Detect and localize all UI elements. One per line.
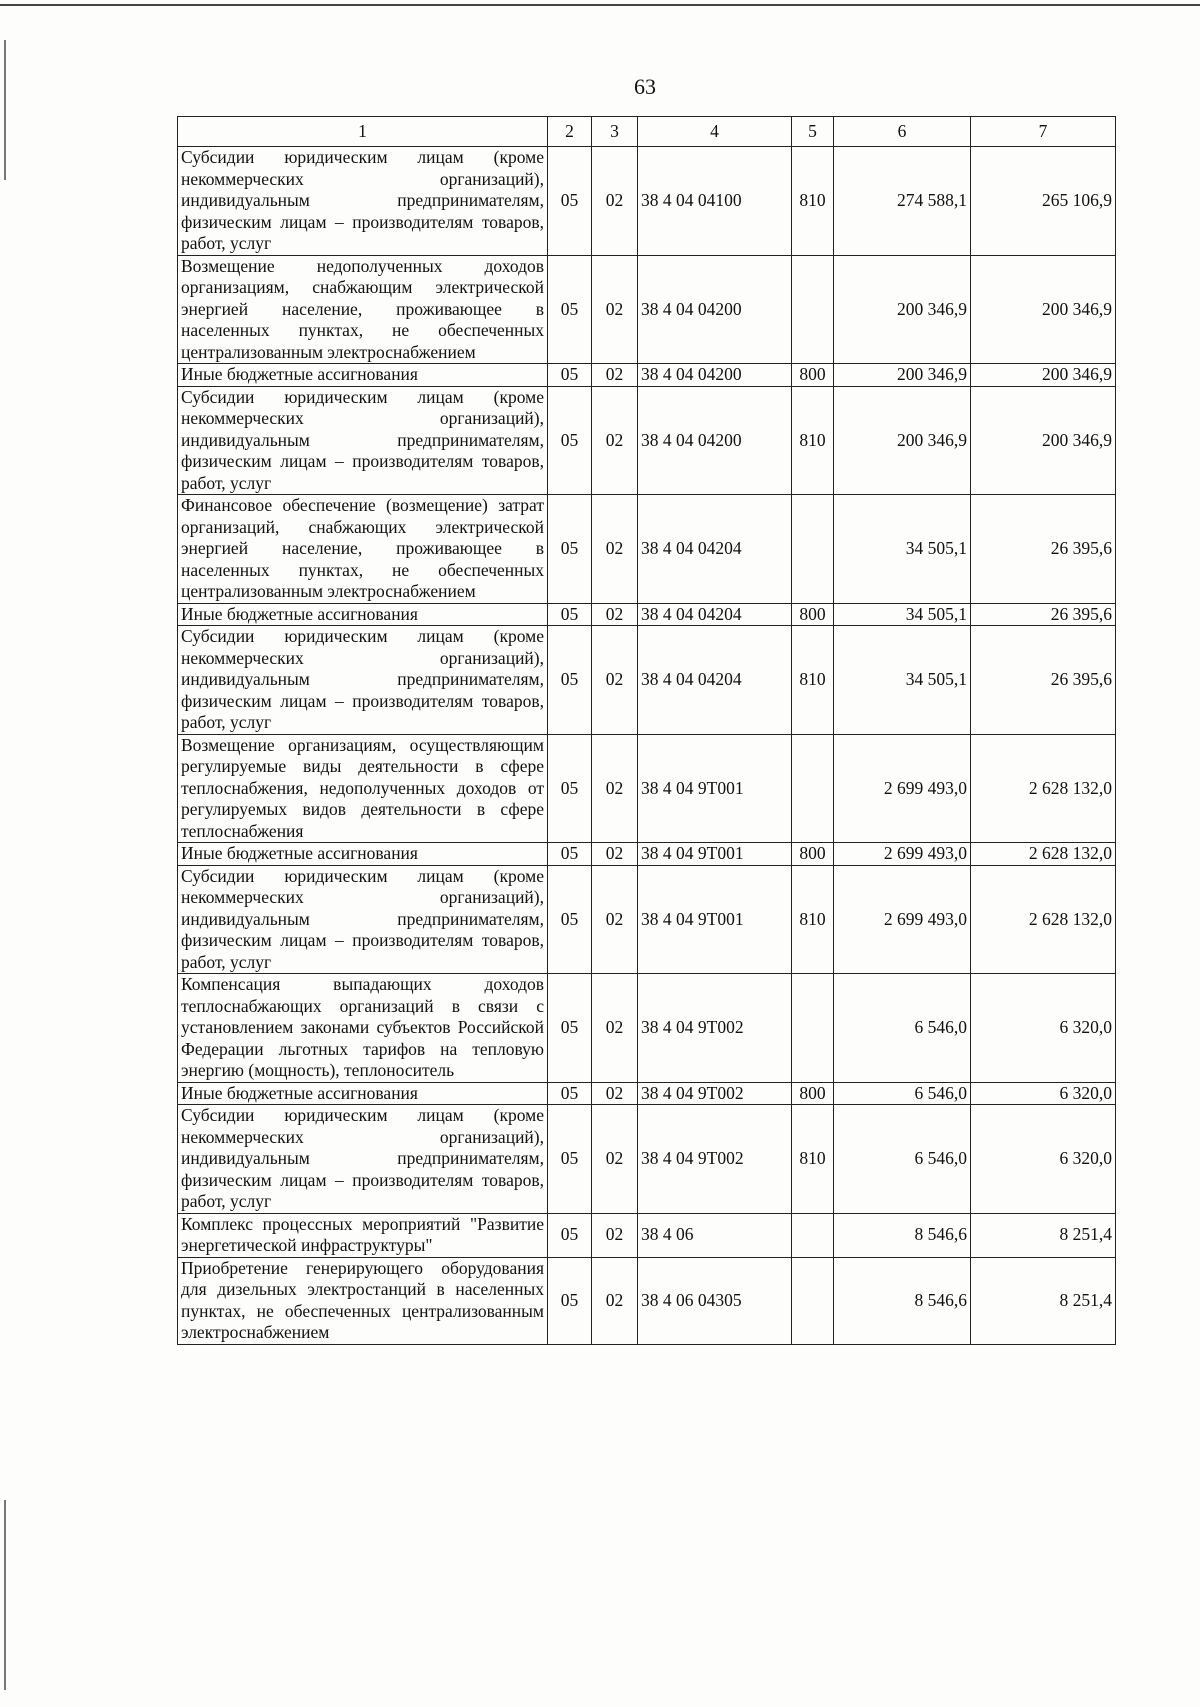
amount-col-7: 2 628 132,0 <box>971 734 1116 843</box>
left-scan-mark <box>4 40 6 180</box>
expense-name: Компенсация выпадающих доходов теплоснабжающих организаций в связи с установлением законами субъектов Российской Федерации льготных тарифов на тепловую энергию (мощность), теплоноситель <box>178 974 548 1083</box>
target-article-code: 38 4 04 04204 <box>638 603 792 626</box>
table-row <box>178 386 1116 495</box>
amount-col-7: 26 395,6 <box>971 495 1116 604</box>
subsection-code: 02 <box>592 495 638 604</box>
amount-col-6: 34 505,1 <box>834 495 971 604</box>
expense-type-code: 800 <box>792 843 834 866</box>
target-article-code: 38 4 04 9Т002 <box>638 1105 792 1214</box>
expense-type-code: 810 <box>792 147 834 256</box>
table-row <box>178 1213 1116 1257</box>
header-cell: 2 <box>548 117 592 147</box>
table-row <box>178 1082 1116 1105</box>
subsection-code: 02 <box>592 626 638 735</box>
section-code: 05 <box>548 255 592 364</box>
expense-type-code <box>792 495 834 604</box>
amount-col-6: 274 588,1 <box>834 147 971 256</box>
section-code: 05 <box>548 974 592 1083</box>
target-article-code: 38 4 04 9Т002 <box>638 974 792 1083</box>
amount-col-6: 34 505,1 <box>834 603 971 626</box>
expense-name: Приобретение генерирующего оборудования для дизельных электростанций в населенных пунктах, не обеспеченных централизованным электроснабжением <box>178 1257 548 1344</box>
expense-name: Иные бюджетные ассигнования <box>178 364 548 387</box>
left-scan-mark <box>4 1500 6 1690</box>
section-code: 05 <box>548 603 592 626</box>
target-article-code: 38 4 04 04200 <box>638 255 792 364</box>
target-article-code: 38 4 04 04100 <box>638 147 792 256</box>
target-article-code: 38 4 04 04200 <box>638 364 792 387</box>
table-row <box>178 865 1116 974</box>
subsection-code: 02 <box>592 386 638 495</box>
target-article-code: 38 4 04 04204 <box>638 495 792 604</box>
expense-name: Возмещение организациям, осуществляющим регулируемые виды деятельности в сфере теплоснабжения, недополученных доходов от регулируемых видов деятельности в сфере теплоснабжения <box>178 734 548 843</box>
amount-col-6: 34 505,1 <box>834 626 971 735</box>
subsection-code: 02 <box>592 364 638 387</box>
amount-col-7: 8 251,4 <box>971 1257 1116 1344</box>
page-number: 63 <box>634 74 656 99</box>
header-cell: 4 <box>638 117 792 147</box>
section-code: 05 <box>548 147 592 256</box>
table-row <box>178 255 1116 364</box>
amount-col-7: 6 320,0 <box>971 974 1116 1083</box>
section-code: 05 <box>548 1105 592 1214</box>
target-article-code: 38 4 04 04204 <box>638 626 792 735</box>
expense-type-code: 800 <box>792 603 834 626</box>
amount-col-7: 6 320,0 <box>971 1082 1116 1105</box>
target-article-code: 38 4 06 04305 <box>638 1257 792 1344</box>
subsection-code: 02 <box>592 974 638 1083</box>
subsection-code: 02 <box>592 1082 638 1105</box>
expense-name: Иные бюджетные ассигнования <box>178 843 548 866</box>
expense-type-code <box>792 1213 834 1257</box>
amount-col-7: 26 395,6 <box>971 626 1116 735</box>
subsection-code: 02 <box>592 147 638 256</box>
amount-col-6: 8 546,6 <box>834 1257 971 1344</box>
expense-name: Субсидии юридическим лицам (кроме некоммерческих организаций), индивидуальным предпринимателям, физическим лицам – производителям товаров, работ, услуг <box>178 626 548 735</box>
header-cell: 5 <box>792 117 834 147</box>
amount-col-6: 6 546,0 <box>834 1105 971 1214</box>
header-cell: 7 <box>971 117 1116 147</box>
section-code: 05 <box>548 865 592 974</box>
header-cell: 3 <box>592 117 638 147</box>
amount-col-6: 2 699 493,0 <box>834 734 971 843</box>
table-row <box>178 495 1116 604</box>
table-body <box>178 147 1116 1345</box>
section-code: 05 <box>548 1257 592 1344</box>
expense-name: Субсидии юридическим лицам (кроме некоммерческих организаций), индивидуальным предпринимателям, физическим лицам – производителям товаров, работ, услуг <box>178 1105 548 1214</box>
subsection-code: 02 <box>592 1257 638 1344</box>
amount-col-6: 200 346,9 <box>834 386 971 495</box>
table-row <box>178 603 1116 626</box>
subsection-code: 02 <box>592 865 638 974</box>
amount-col-7: 6 320,0 <box>971 1105 1116 1214</box>
subsection-code: 02 <box>592 734 638 843</box>
amount-col-6: 6 546,0 <box>834 1082 971 1105</box>
expense-type-code <box>792 255 834 364</box>
section-code: 05 <box>548 1213 592 1257</box>
expense-name: Финансовое обеспечение (возмещение) затрат организаций, снабжающих электрической энергией население, проживающее в населенных пунктах, не обеспеченных централизованным электроснабжением <box>178 495 548 604</box>
amount-col-7: 2 628 132,0 <box>971 865 1116 974</box>
amount-col-7: 200 346,9 <box>971 364 1116 387</box>
section-code: 05 <box>548 626 592 735</box>
target-article-code: 38 4 04 9Т001 <box>638 865 792 974</box>
expense-name: Комплекс процессных мероприятий "Развитие энергетической инфраструктуры" <box>178 1213 548 1257</box>
amount-col-6: 2 699 493,0 <box>834 865 971 974</box>
expense-type-code: 810 <box>792 1105 834 1214</box>
subsection-code: 02 <box>592 1213 638 1257</box>
section-code: 05 <box>548 495 592 604</box>
section-code: 05 <box>548 843 592 866</box>
subsection-code: 02 <box>592 603 638 626</box>
amount-col-7: 26 395,6 <box>971 603 1116 626</box>
amount-col-7: 200 346,9 <box>971 386 1116 495</box>
header-row <box>178 117 1116 147</box>
table-row <box>178 843 1116 866</box>
expense-type-code: 810 <box>792 386 834 495</box>
expense-type-code: 800 <box>792 364 834 387</box>
expense-name: Иные бюджетные ассигнования <box>178 1082 548 1105</box>
expense-type-code <box>792 974 834 1083</box>
amount-col-6: 6 546,0 <box>834 974 971 1083</box>
expense-type-code: 810 <box>792 626 834 735</box>
table-row <box>178 147 1116 256</box>
expense-name: Субсидии юридическим лицам (кроме некоммерческих организаций), индивидуальным предпринимателям, физическим лицам – производителям товаров, работ, услуг <box>178 386 548 495</box>
top-scan-rule <box>0 4 1200 6</box>
target-article-code: 38 4 04 9Т001 <box>638 734 792 843</box>
subsection-code: 02 <box>592 255 638 364</box>
expense-type-code <box>792 1257 834 1344</box>
expense-name: Возмещение недополученных доходов организациям, снабжающим электрической энергией население, проживающее в населенных пунктах, не обеспеченных централизованным электроснабжением <box>178 255 548 364</box>
budget-table <box>177 116 1116 1345</box>
expense-name: Иные бюджетные ассигнования <box>178 603 548 626</box>
subsection-code: 02 <box>592 1105 638 1214</box>
table-row <box>178 734 1116 843</box>
subsection-code: 02 <box>592 843 638 866</box>
amount-col-6: 200 346,9 <box>834 364 971 387</box>
amount-col-7: 2 628 132,0 <box>971 843 1116 866</box>
section-code: 05 <box>548 364 592 387</box>
amount-col-7: 8 251,4 <box>971 1213 1116 1257</box>
section-code: 05 <box>548 734 592 843</box>
table-row <box>178 974 1116 1083</box>
amount-col-6: 200 346,9 <box>834 255 971 364</box>
table-row <box>178 626 1116 735</box>
expense-name: Субсидии юридическим лицам (кроме некоммерческих организаций), индивидуальным предпринимателям, физическим лицам – производителям товаров, работ, услуг <box>178 865 548 974</box>
header-cell: 1 <box>178 117 548 147</box>
header-cell: 6 <box>834 117 971 147</box>
section-code: 05 <box>548 386 592 495</box>
target-article-code: 38 4 06 <box>638 1213 792 1257</box>
target-article-code: 38 4 04 04200 <box>638 386 792 495</box>
target-article-code: 38 4 04 9Т001 <box>638 843 792 866</box>
amount-col-6: 8 546,6 <box>834 1213 971 1257</box>
target-article-code: 38 4 04 9Т002 <box>638 1082 792 1105</box>
section-code: 05 <box>548 1082 592 1105</box>
expense-type-code: 810 <box>792 865 834 974</box>
expense-type-code <box>792 734 834 843</box>
amount-col-6: 2 699 493,0 <box>834 843 971 866</box>
expense-name: Субсидии юридическим лицам (кроме некоммерческих организаций), индивидуальным предпринимателям, физическим лицам – производителям товаров, работ, услуг <box>178 147 548 256</box>
expense-type-code: 800 <box>792 1082 834 1105</box>
table-row <box>178 1257 1116 1344</box>
table-row <box>178 364 1116 387</box>
amount-col-7: 200 346,9 <box>971 255 1116 364</box>
table-row <box>178 1105 1116 1214</box>
amount-col-7: 265 106,9 <box>971 147 1116 256</box>
